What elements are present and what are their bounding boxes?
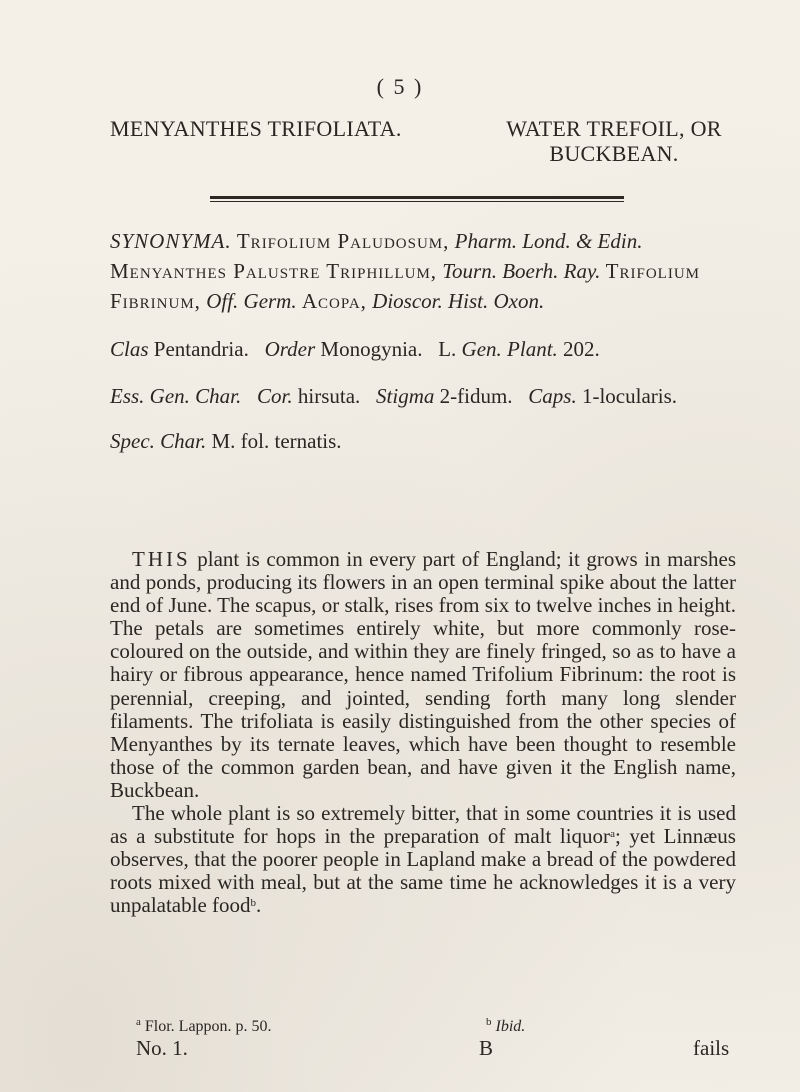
linnaeus-ref: L. (438, 337, 457, 361)
synonym-2-name: Menyanthes Palustre Triphillum, (110, 259, 438, 283)
header-rule-thin (210, 201, 624, 202)
synonym-2-ref: Tourn. Boerh. Ray. (442, 259, 601, 283)
description-text (110, 548, 736, 918)
paragraph-1 (110, 548, 736, 802)
synonym-4-name: Acopa, (301, 289, 367, 313)
capsule-value: 1-locularis. (581, 384, 678, 408)
number-label: No. 1. (136, 1036, 188, 1060)
genera-plantarum-number: 202. (563, 337, 600, 361)
corolla-value: hirsuta. (297, 384, 361, 408)
synonyma-block (110, 226, 734, 316)
paragraph-2-text-b: ; yet Linnæus observes, that the poorer people in Lapland make a bread of the powdered roots mixed with meal, but at the same time he acknowledges it is a very unpalatable food (110, 824, 736, 918)
opening-word: THIS (132, 547, 191, 571)
synonym-3-name: Trifolium Fibrinum, (110, 259, 700, 313)
footnote-a (136, 1018, 272, 1036)
order-value: Monogynia. (320, 337, 423, 361)
paragraph-2-text-c: . (256, 893, 262, 918)
capsule-label: Caps. (528, 384, 577, 408)
clas-value: Pentandria. (153, 337, 249, 361)
order-label: Order (264, 337, 316, 361)
corolla-label: Cor. (257, 384, 293, 408)
stigma-label: Stigma (376, 384, 435, 408)
specific-character-line (110, 429, 734, 454)
footnote-ref-a: a (610, 828, 615, 841)
catchword: fails (693, 1036, 730, 1060)
class-order-line (110, 337, 734, 362)
footnote-a-text: Flor. Lappon. p. 50. (144, 1018, 272, 1035)
footnote-ref-b: b (250, 897, 257, 910)
synonym-4-ref: Dioscor. Hist. Oxon. (372, 289, 545, 313)
paragraph-2 (110, 802, 736, 917)
synonym-1-ref: Pharm. Lond. & Edin. (454, 229, 643, 253)
synonym-3-ref: Off. Germ. (206, 289, 297, 313)
genera-plantarum-ref: Gen. Plant. (461, 337, 558, 361)
english-plant-name (494, 116, 734, 166)
paragraph-1-text: plant is common in every part of England; it grows in marshes and ponds, producing its flowers in an open terminal spike about the latter end of June. The scapus, or stalk, rises from six to twelve inches in height. The petals are sometimes entirely white, but more commonly rose-coloured on the outside, and within they are finely fringed, so as to have a hairy or fibrous appearance, hence named Trifolium Fibrinum: the root is perennial, creeping, and jointed, sending forth many long slender filaments. The trifoliata is easily distinguished from the other species of Menyanthes by its ternate leaves, which have been thought to resemble those of the common garden bean, and have given it the English name, Buckbean. (110, 547, 736, 802)
footnote-a-mark: a (136, 1016, 141, 1028)
essential-character-line (110, 384, 734, 409)
footnote-b-text: Ibid. (495, 1018, 526, 1035)
english-name-line-2: BUCKBEAN. (549, 141, 679, 166)
header-rule-thick (210, 196, 624, 199)
english-name-line-1: WATER TREFOIL, OR (506, 116, 722, 141)
clas-label: Clas (110, 337, 149, 361)
latin-plant-name: MENYANTHES TRIFOLIATA. (110, 116, 402, 141)
synonyma-heading: SYNONYMA. (110, 229, 232, 253)
ess-gen-char-label: Ess. Gen. Char. (110, 384, 242, 408)
page-number: ( 5 ) (376, 74, 424, 99)
stigma-value: 2-fidum. (439, 384, 513, 408)
synonym-1-name: Trifolium Paludosum, (236, 229, 450, 253)
paragraph-2-text-a: The whole plant is so extremely bitter, that in some countries it is used as a substitute for hops in the preparation of malt liquor (110, 801, 736, 849)
footnote-b-mark: b (486, 1016, 492, 1028)
signature-mark: B (479, 1036, 494, 1060)
spec-char-label: Spec. Char. (110, 429, 207, 453)
footnote-b (486, 1018, 525, 1036)
spec-char-value: M. fol. ternatis. (211, 429, 342, 453)
